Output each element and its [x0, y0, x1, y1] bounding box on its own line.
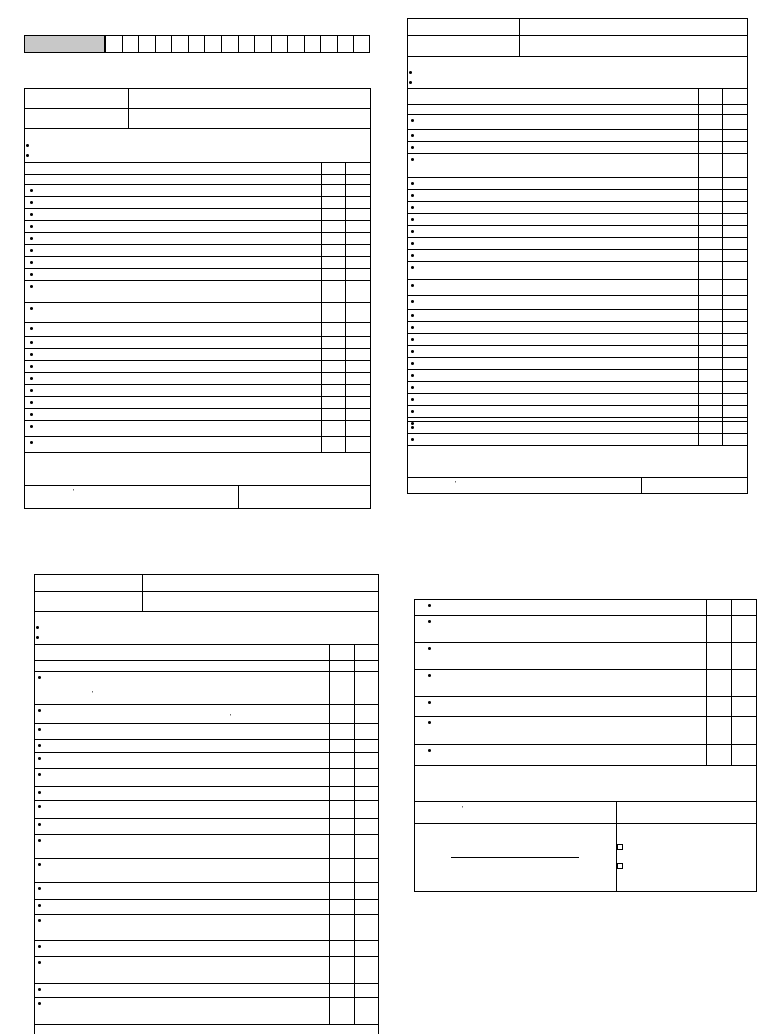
list-bullet [411, 398, 414, 401]
rule [407, 381, 748, 382]
rule [34, 956, 379, 957]
rule [34, 940, 379, 941]
list-bullet [411, 230, 414, 233]
rule [407, 369, 748, 370]
rule [24, 384, 371, 385]
list-bullet [38, 961, 41, 964]
rule [24, 336, 371, 337]
rule [407, 177, 748, 178]
rule [24, 184, 371, 185]
rule [34, 704, 379, 705]
list-bullet [30, 365, 33, 368]
rule [407, 433, 748, 434]
list-bullet [411, 362, 414, 365]
rule [34, 834, 379, 835]
rule [407, 129, 748, 130]
list-bullet [30, 441, 33, 444]
list-bullet [411, 206, 414, 209]
checkbox-1[interactable] [617, 844, 623, 850]
list-bullet [411, 438, 414, 441]
rule [407, 237, 748, 238]
strip-cell-divider [138, 35, 139, 53]
list-bullet [38, 945, 41, 948]
rule [34, 768, 379, 769]
rule [407, 249, 748, 250]
rule [24, 280, 371, 281]
rule [24, 220, 371, 221]
list-bullet [411, 158, 414, 161]
strip-cell-divider [287, 35, 288, 53]
list-bullet [411, 194, 414, 197]
list-bullet [411, 218, 414, 221]
rule [407, 421, 748, 422]
list-bullet [38, 904, 41, 907]
rule [407, 141, 748, 142]
list-bullet [411, 119, 414, 122]
id-strip-label [25, 36, 105, 52]
rule [407, 393, 748, 394]
rule [407, 345, 748, 346]
rule [407, 225, 748, 226]
list-bullet [411, 284, 414, 287]
list-bullet [411, 374, 414, 377]
list-bullet [38, 773, 41, 776]
list-bullet [30, 341, 33, 344]
list-bullet [30, 389, 33, 392]
checkbox-2[interactable] [617, 863, 623, 869]
strip-cell-divider [122, 35, 123, 53]
list-bullet [38, 805, 41, 808]
list-bullet [411, 242, 414, 245]
list-bullet [411, 422, 414, 425]
list-bullet [30, 261, 33, 264]
signature-line [451, 857, 579, 858]
strip-cell-divider [353, 35, 354, 53]
rule [407, 279, 748, 280]
strip-cell-divider [337, 35, 338, 53]
rule [34, 914, 379, 915]
rule [407, 405, 748, 406]
rule [24, 436, 371, 437]
rule [34, 818, 379, 819]
rule [24, 322, 371, 323]
rule [24, 348, 371, 349]
strip-cell-divider [221, 35, 222, 53]
list-bullet [30, 225, 33, 228]
list-bullet [38, 919, 41, 922]
list-bullet [411, 326, 414, 329]
list-bullet [411, 338, 414, 341]
list-bullet [411, 350, 414, 353]
list-bullet [38, 744, 41, 747]
rule [407, 114, 748, 115]
rule [24, 360, 371, 361]
strip-cell-divider [304, 35, 305, 53]
rule [407, 417, 748, 418]
list-bullet [38, 823, 41, 826]
list-bullet [38, 839, 41, 842]
strip-cell-divider [155, 35, 156, 53]
strip-cell-divider [238, 35, 239, 53]
form-b [407, 18, 748, 494]
list-bullet [411, 182, 414, 185]
list-bullet [428, 620, 431, 623]
list-bullet [428, 749, 431, 752]
list-bullet [428, 721, 431, 724]
rule [34, 858, 379, 859]
list-bullet [428, 701, 431, 704]
rule [407, 213, 748, 214]
list-bullet [30, 425, 33, 428]
list-bullet [30, 189, 33, 192]
rule [407, 333, 748, 334]
rule [34, 671, 379, 672]
rule [407, 309, 748, 310]
rule [407, 445, 748, 446]
rule [407, 189, 748, 190]
rule [34, 786, 379, 787]
rule [34, 723, 379, 724]
rule [34, 1024, 379, 1025]
strip-cell-divider [105, 35, 106, 53]
list-bullet [30, 353, 33, 356]
list-bullet [38, 863, 41, 866]
list-bullet [30, 237, 33, 240]
strip-cell-divider [171, 35, 172, 53]
list-bullet [30, 201, 33, 204]
list-bullet [428, 647, 431, 650]
list-bullet [38, 728, 41, 731]
list-bullet [411, 146, 414, 149]
strip-cell-divider [271, 35, 272, 53]
rule [24, 372, 371, 373]
list-bullet [30, 413, 33, 416]
list-bullet [428, 674, 431, 677]
rule [34, 882, 379, 883]
list-bullet [38, 676, 41, 679]
rule [24, 244, 371, 245]
list-bullet [38, 791, 41, 794]
list-bullet [30, 401, 33, 404]
list-bullet [30, 285, 33, 288]
list-bullet [411, 410, 414, 413]
list-bullet [30, 327, 33, 330]
rule [34, 983, 379, 984]
rule [34, 800, 379, 801]
list-bullet [30, 377, 33, 380]
rule [34, 752, 379, 753]
rule [24, 408, 371, 409]
form-a [24, 88, 371, 509]
rule [24, 208, 371, 209]
rule [407, 201, 748, 202]
list-bullet [30, 213, 33, 216]
rule [407, 321, 748, 322]
list-bullet [411, 266, 414, 269]
rule [407, 295, 748, 296]
rule [24, 256, 371, 257]
rule [24, 396, 371, 397]
rule [24, 232, 371, 233]
rule [34, 739, 379, 740]
list-bullet [38, 988, 41, 991]
list-bullet [38, 709, 41, 712]
rule [407, 357, 748, 358]
list-bullet [411, 314, 414, 317]
list-bullet [411, 426, 414, 429]
list-bullet [38, 887, 41, 890]
rule [24, 196, 371, 197]
list-bullet [411, 386, 414, 389]
list-bullet [30, 307, 33, 310]
rule [407, 153, 748, 154]
list-bullet [38, 1002, 41, 1005]
list-bullet [411, 254, 414, 257]
strip-cell-divider [188, 35, 189, 53]
rule [24, 302, 371, 303]
list-bullet [428, 604, 431, 607]
form-c [34, 574, 379, 1034]
list-bullet [411, 134, 414, 137]
list-bullet [411, 300, 414, 303]
rule [24, 420, 371, 421]
list-bullet [30, 273, 33, 276]
rule [24, 268, 371, 269]
rule [34, 997, 379, 998]
strip-cell-divider [254, 35, 255, 53]
list-bullet [30, 249, 33, 252]
strip-cell-divider [204, 35, 205, 53]
rule [407, 261, 748, 262]
rule [34, 899, 379, 900]
strip-cell-divider [320, 35, 321, 53]
list-bullet [38, 757, 41, 760]
rule [24, 452, 371, 453]
